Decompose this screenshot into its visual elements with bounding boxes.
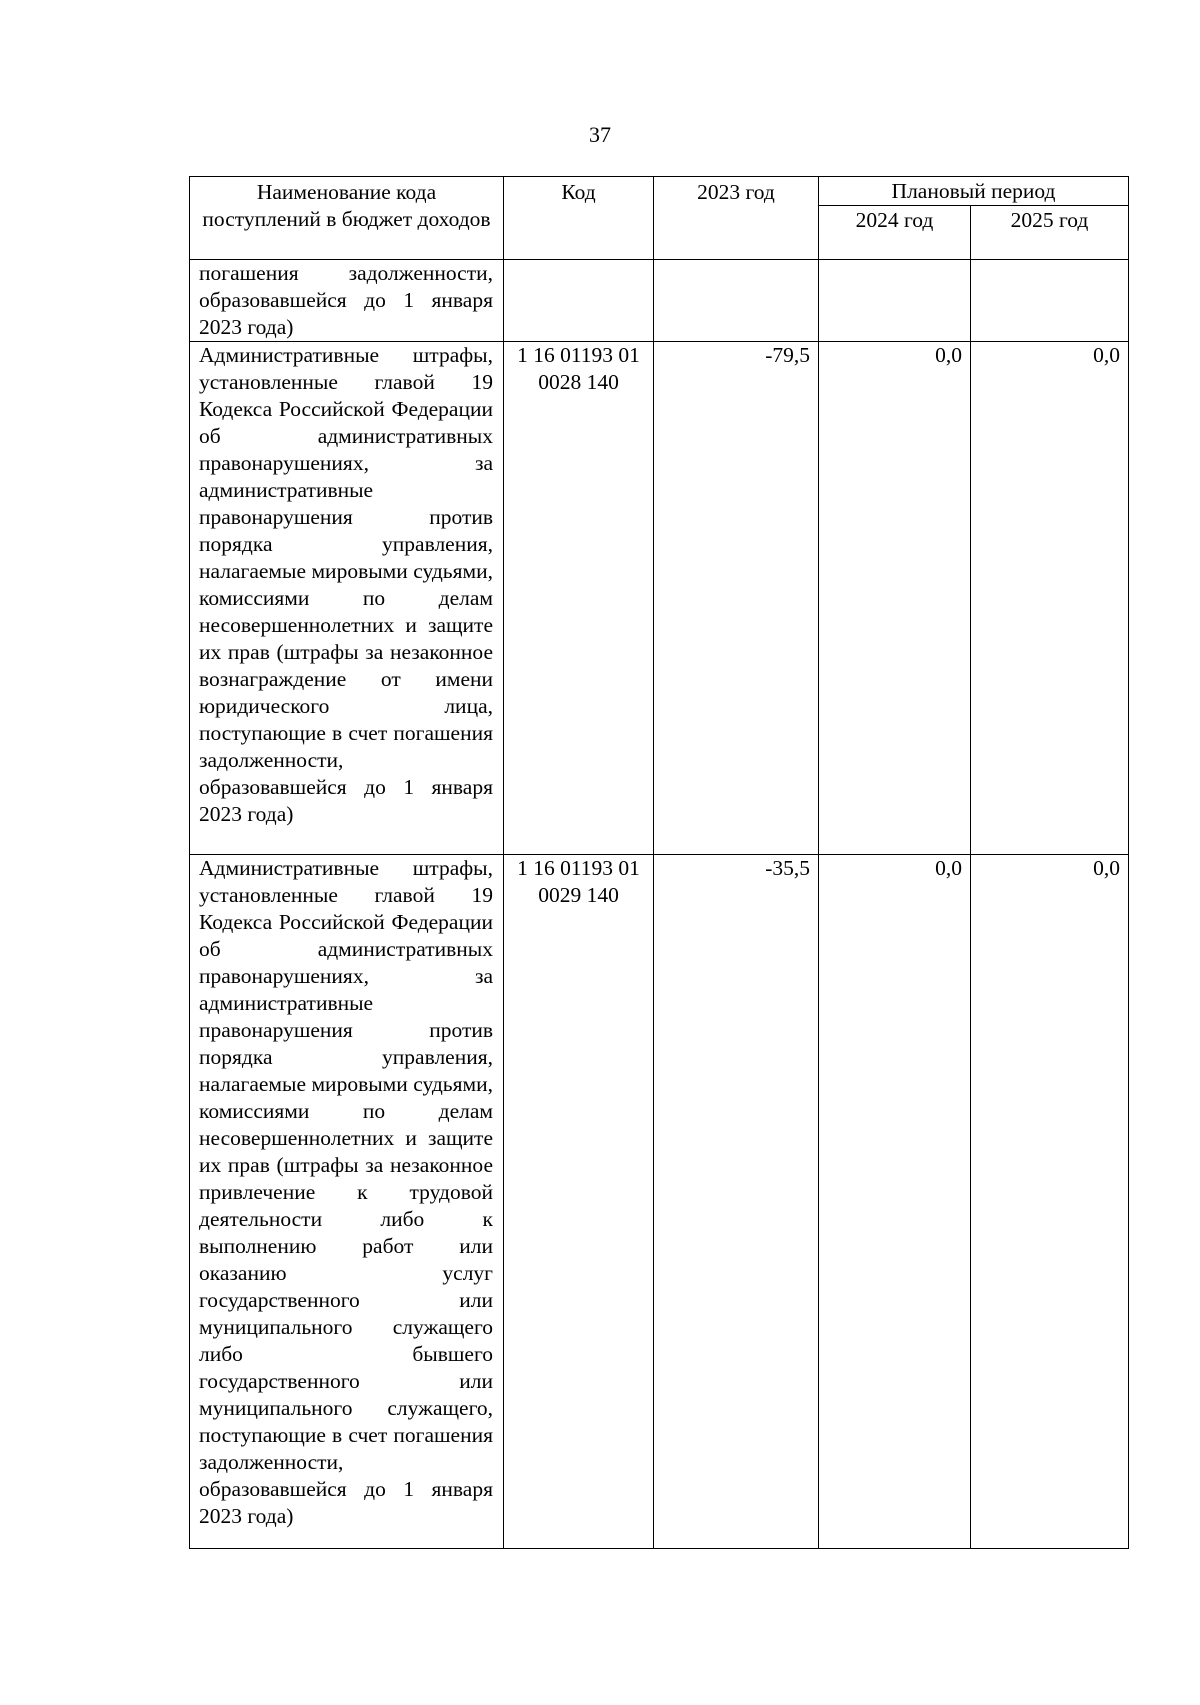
row-value-2023: -35,5 bbox=[654, 855, 819, 1549]
row-name: Административные штрафы, установленные главой 19 Кодекса Российской Федерации об административных правонарушениях, за административные правонарушения против порядка управления, налагаемые мировыми судьями, комиссиями по делам несовершеннолетних и защите их прав (штрафы за незаконное вознаграждение от имени юридического лица, поступающие в счет погашения задолженности, образовавшейся до 1 января 2023 года) bbox=[190, 342, 504, 855]
row-code bbox=[504, 260, 654, 342]
row-value-2023 bbox=[654, 260, 819, 342]
table-header bbox=[190, 177, 1129, 260]
table-row bbox=[190, 260, 1129, 342]
row-name: Административные штрафы, установленные главой 19 Кодекса Российской Федерации об административных правонарушениях, за административные правонарушения против порядка управления, налагаемые мировыми судьями, комиссиями по делам несовершеннолетних и защите их прав (штрафы за незаконное привлечение к трудовой деятельности либо к выполнению работ или оказанию услуг государственного или муниципального служащего либо бывшего государственного или муниципального служащего, поступающие в счет погашения задолженности, образовавшейся до 1 января 2023 года) bbox=[190, 855, 504, 1549]
table-row bbox=[190, 855, 1129, 1549]
header-name: Наименование кода поступлений в бюджет доходов bbox=[190, 177, 504, 260]
row-code: 1 16 01193 01 0028 140 bbox=[504, 342, 654, 855]
header-year-2023: 2023 год bbox=[654, 177, 819, 260]
row-name: погашения задолженности, образовавшейся до 1 января 2023 года) bbox=[190, 260, 504, 342]
header-planned-period: Плановый период bbox=[819, 177, 1129, 206]
row-code: 1 16 01193 01 0029 140 bbox=[504, 855, 654, 1549]
revenue-table bbox=[189, 176, 1129, 1549]
row-value-2024: 0,0 bbox=[819, 342, 971, 855]
row-value-2024: 0,0 bbox=[819, 855, 971, 1549]
header-year-2025: 2025 год bbox=[971, 206, 1129, 260]
header-year-2024: 2024 год bbox=[819, 206, 971, 260]
row-value-2025: 0,0 bbox=[971, 855, 1129, 1549]
row-value-2023: -79,5 bbox=[654, 342, 819, 855]
header-code: Код bbox=[504, 177, 654, 260]
row-value-2025: 0,0 bbox=[971, 342, 1129, 855]
table-body bbox=[190, 260, 1129, 1549]
table-row bbox=[190, 342, 1129, 855]
row-value-2024 bbox=[819, 260, 971, 342]
page-number: 37 bbox=[589, 122, 611, 147]
row-value-2025 bbox=[971, 260, 1129, 342]
